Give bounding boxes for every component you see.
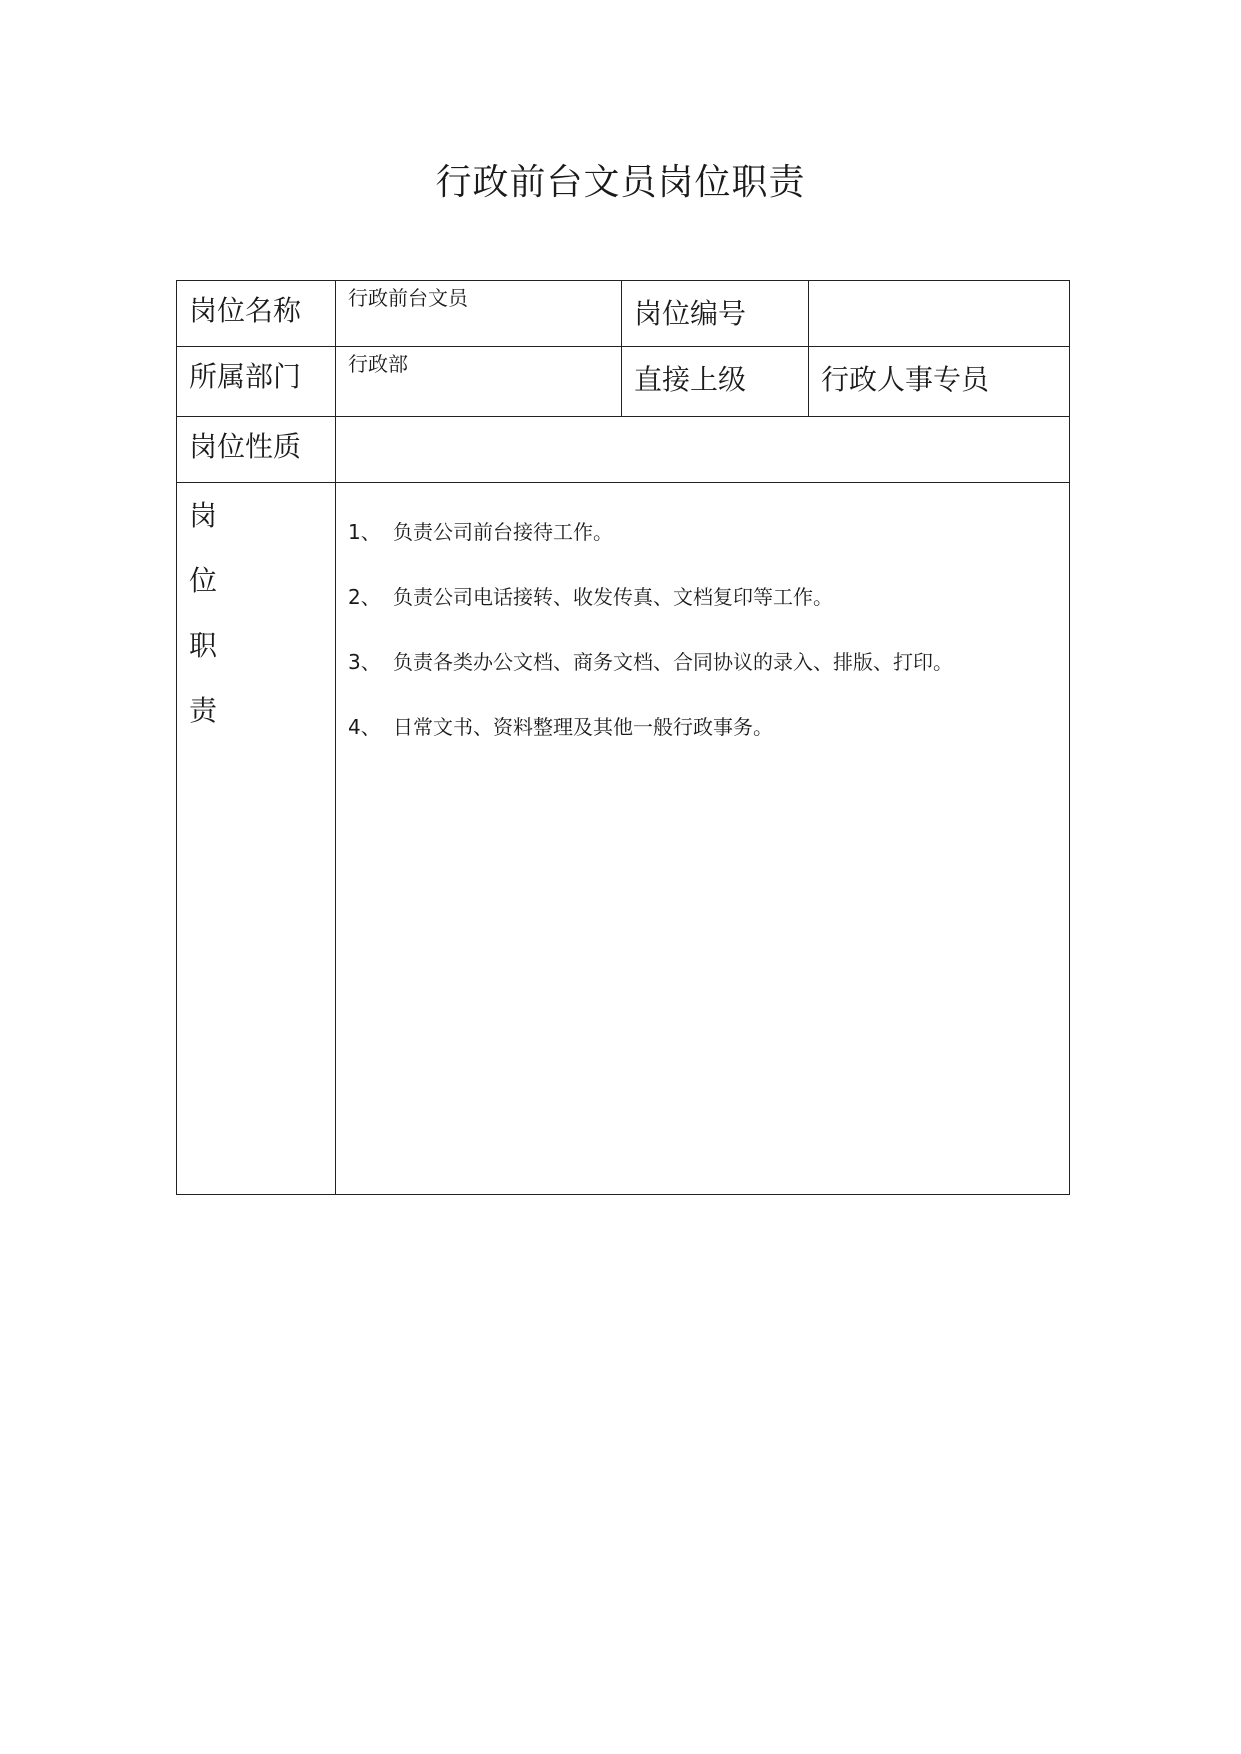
position-nature-label: 岗位性质 bbox=[177, 417, 336, 483]
duty-text: 负责公司前台接待工作。 bbox=[393, 520, 613, 544]
table-row-department bbox=[177, 347, 1070, 417]
duties-label-char: 位 bbox=[189, 564, 218, 597]
position-number-label: 岗位编号 bbox=[622, 281, 809, 347]
duties-label-char: 责 bbox=[189, 694, 218, 727]
duty-item bbox=[348, 583, 1069, 648]
table-row-position-name bbox=[177, 281, 1070, 347]
duties-list bbox=[336, 483, 1069, 778]
duty-number: 4、 bbox=[348, 715, 381, 739]
duty-text: 日常文书、资料整理及其他一般行政事务。 bbox=[393, 715, 773, 739]
duty-item bbox=[348, 648, 1069, 713]
department-label: 所属部门 bbox=[177, 347, 336, 417]
position-name-label: 岗位名称 bbox=[177, 281, 336, 347]
job-description-table bbox=[176, 280, 1070, 1195]
duty-text: 负责公司电话接转、收发传真、文档复印等工作。 bbox=[393, 585, 833, 609]
duty-item bbox=[348, 713, 1069, 778]
duties-label-char: 岗 bbox=[189, 499, 218, 532]
position-number-value bbox=[809, 281, 1070, 347]
document-title: 行政前台文员岗位职责 bbox=[435, 162, 806, 203]
duties-label-char: 职 bbox=[189, 629, 218, 662]
duties-content bbox=[336, 483, 1070, 1195]
department-value: 行政部 bbox=[336, 347, 622, 417]
position-name-value: 行政前台文员 bbox=[336, 281, 622, 347]
duty-text: 负责各类办公文档、商务文档、合同协议的录入、排版、打印。 bbox=[393, 650, 953, 674]
duty-item bbox=[348, 518, 1069, 583]
duties-label bbox=[177, 483, 336, 1195]
duty-number: 2、 bbox=[348, 585, 381, 609]
duty-number: 3、 bbox=[348, 650, 381, 674]
position-nature-value bbox=[336, 417, 1070, 483]
direct-supervisor-value: 行政人事专员 bbox=[809, 347, 1070, 417]
table-row-position-nature bbox=[177, 417, 1070, 483]
table-row-duties bbox=[177, 483, 1070, 1195]
direct-supervisor-label: 直接上级 bbox=[622, 347, 809, 417]
duty-number: 1、 bbox=[348, 520, 381, 544]
